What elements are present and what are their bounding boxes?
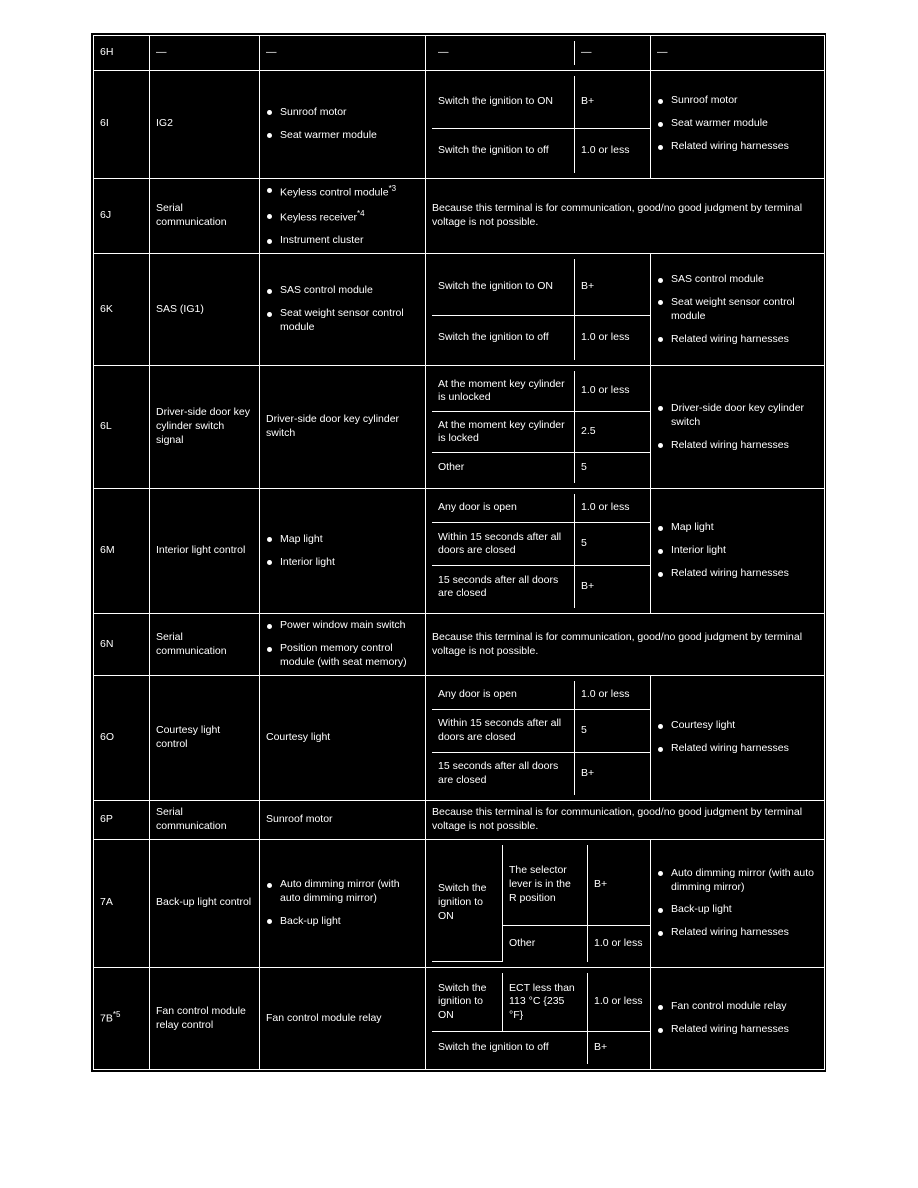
list-item: Seat warmer module [657,117,818,131]
inspection-items [651,675,825,800]
communication-note: Because this terminal is for communication, good/no good judgment by terminal voltage is not possible. [426,178,825,254]
voltage: 5 [575,523,683,566]
signal-name: IG2 [150,70,260,178]
condition: Within 15 seconds after all doors are closed [432,523,575,566]
voltage: B+ [575,259,683,316]
voltage: 5 [575,453,683,484]
connected-parts [260,614,426,676]
table-row [94,968,825,1070]
condition-voltage-cell [426,675,651,800]
list-item: Seat weight sensor control module [266,307,419,335]
terminal-voltage-table-wrapper [91,33,826,1072]
list-item: Related wiring harnesses [657,333,818,347]
list-item: Auto dimming mirror (with auto dimming mirror) [657,867,818,895]
terminal-id: 6M [94,489,150,614]
list-item: Keyless receiver$^{*4}$ [266,209,419,225]
terminal-id: 6I [94,70,150,178]
list-item: Driver-side door key cylinder switch [657,402,818,430]
voltage: B+ [575,76,683,129]
condition-voltage-cell [426,968,651,1070]
condition: Any door is open [432,494,575,523]
list-item: Interior light [266,556,419,570]
list-item: Related wiring harnesses [657,140,818,154]
condition-voltage-cell [426,70,651,178]
condition: Within 15 seconds after all doors are closed [432,709,575,752]
inspection-items [651,839,825,968]
signal-name: Back-up light control [150,839,260,968]
condition: — [432,41,575,65]
list-item: Map light [657,521,818,535]
voltage: 1.0 or less [575,494,683,523]
terminal-id: 7A [94,839,150,968]
connected-parts: Sunroof motor [260,800,426,839]
voltage: B+ [575,566,683,609]
table-row [94,178,825,254]
voltage: 1.0 or less [575,128,683,173]
condition: At the moment key cylinder is unlocked [432,371,575,412]
table-row [94,839,825,968]
inspection-items [651,489,825,614]
condition-voltage-cell [426,839,651,968]
table-row [94,675,825,800]
connected-parts: — [260,36,426,71]
list-item: Instrument cluster [266,234,419,248]
list-item: Power window main switch [266,619,419,633]
table-row [94,800,825,839]
list-item: Position memory control module (with seat memory) [266,642,419,670]
connected-parts [260,70,426,178]
condition-group: Switch the ignition to ON [432,845,503,962]
signal-name: Fan control module relay control [150,968,260,1070]
signal-name: Serial communication [150,178,260,254]
list-item: Keyless control module$^{*3}$ [266,184,419,200]
signal-name: SAS (IG1) [150,254,260,366]
inspection-items [651,366,825,489]
connected-parts: Fan control module relay [260,968,426,1070]
connected-parts [260,178,426,254]
connected-parts [260,254,426,366]
list-item: Interior light [657,544,818,558]
condition: 15 seconds after all doors are closed [432,566,575,609]
terminal-id: $7B^{*5}$ [94,968,150,1070]
voltage: B+ [588,1032,696,1065]
voltage: — [575,41,683,65]
terminal-id: 6J [94,178,150,254]
table-row [94,70,825,178]
condition: Other [432,453,575,484]
list-item: Fan control module relay [657,1000,818,1014]
condition: At the moment key cylinder is locked [432,412,575,453]
condition: Switch the ignition to ON [432,259,575,316]
voltage: 1.0 or less [588,925,696,962]
signal-name: Serial communication [150,800,260,839]
communication-note: Because this terminal is for communication, good/no good judgment by terminal voltage is not possible. [426,614,825,676]
table-row [94,489,825,614]
terminal-id: 6N [94,614,150,676]
list-item: Back-up light [266,915,419,929]
condition: The selector lever is in the R position [503,845,588,926]
condition-voltage-cell [426,36,651,71]
condition: Switch the ignition to ON [432,76,575,129]
terminal-id: 6O [94,675,150,800]
condition: Switch the ignition to off [432,1032,588,1065]
inspection-items [651,70,825,178]
voltage: 2.5 [575,412,683,453]
inspection-items: — [651,36,825,71]
list-item: Related wiring harnesses [657,1023,818,1037]
condition: ECT less than 113 °C {235 °F} [503,973,588,1032]
voltage: B+ [588,845,696,926]
table-row [94,36,825,71]
list-item: Related wiring harnesses [657,439,818,453]
terminal-voltage-table [93,35,825,1070]
terminal-id: 6P [94,800,150,839]
table-row [94,254,825,366]
communication-note: Because this terminal is for communication, good/no good judgment by terminal voltage is not possible. [426,800,825,839]
condition: Switch the ignition to off [432,128,575,173]
condition-voltage-cell [426,366,651,489]
signal-name: Interior light control [150,489,260,614]
list-item: Map light [266,533,419,547]
terminal-id: 6L [94,366,150,489]
terminal-id: 6H [94,36,150,71]
condition-group: Switch the ignition to ON [432,973,503,1032]
voltage: 1.0 or less [575,371,683,412]
table-row [94,614,825,676]
list-item: Courtesy light [657,719,818,733]
condition-voltage-cell [426,254,651,366]
connected-parts [260,489,426,614]
list-item: Seat weight sensor control module [657,296,818,324]
list-item: SAS control module [657,273,818,287]
terminal-id: 6K [94,254,150,366]
voltage: B+ [575,752,683,795]
list-item: SAS control module [266,284,419,298]
condition: Other [503,925,588,962]
table-row [94,366,825,489]
signal-name: Serial communication [150,614,260,676]
voltage: 1.0 or less [575,316,683,361]
voltage: 1.0 or less [575,681,683,710]
list-item: Related wiring harnesses [657,926,818,940]
list-item: Seat warmer module [266,129,419,143]
condition: 15 seconds after all doors are closed [432,752,575,795]
list-item: Sunroof motor [657,94,818,108]
list-item: Related wiring harnesses [657,567,818,581]
condition: Switch the ignition to off [432,316,575,361]
inspection-items [651,968,825,1070]
condition: Any door is open [432,681,575,710]
signal-name: — [150,36,260,71]
connected-parts: Driver-side door key cylinder switch [260,366,426,489]
list-item: Auto dimming mirror (with auto dimming mirror) [266,878,419,906]
voltage: 1.0 or less [588,973,696,1032]
list-item: Related wiring harnesses [657,742,818,756]
signal-name: Courtesy light control [150,675,260,800]
list-item: Back-up light [657,903,818,917]
inspection-items [651,254,825,366]
voltage: 5 [575,709,683,752]
connected-parts: Courtesy light [260,675,426,800]
connected-parts [260,839,426,968]
condition-voltage-cell [426,489,651,614]
signal-name: Driver-side door key cylinder switch signal [150,366,260,489]
list-item: Sunroof motor [266,106,419,120]
